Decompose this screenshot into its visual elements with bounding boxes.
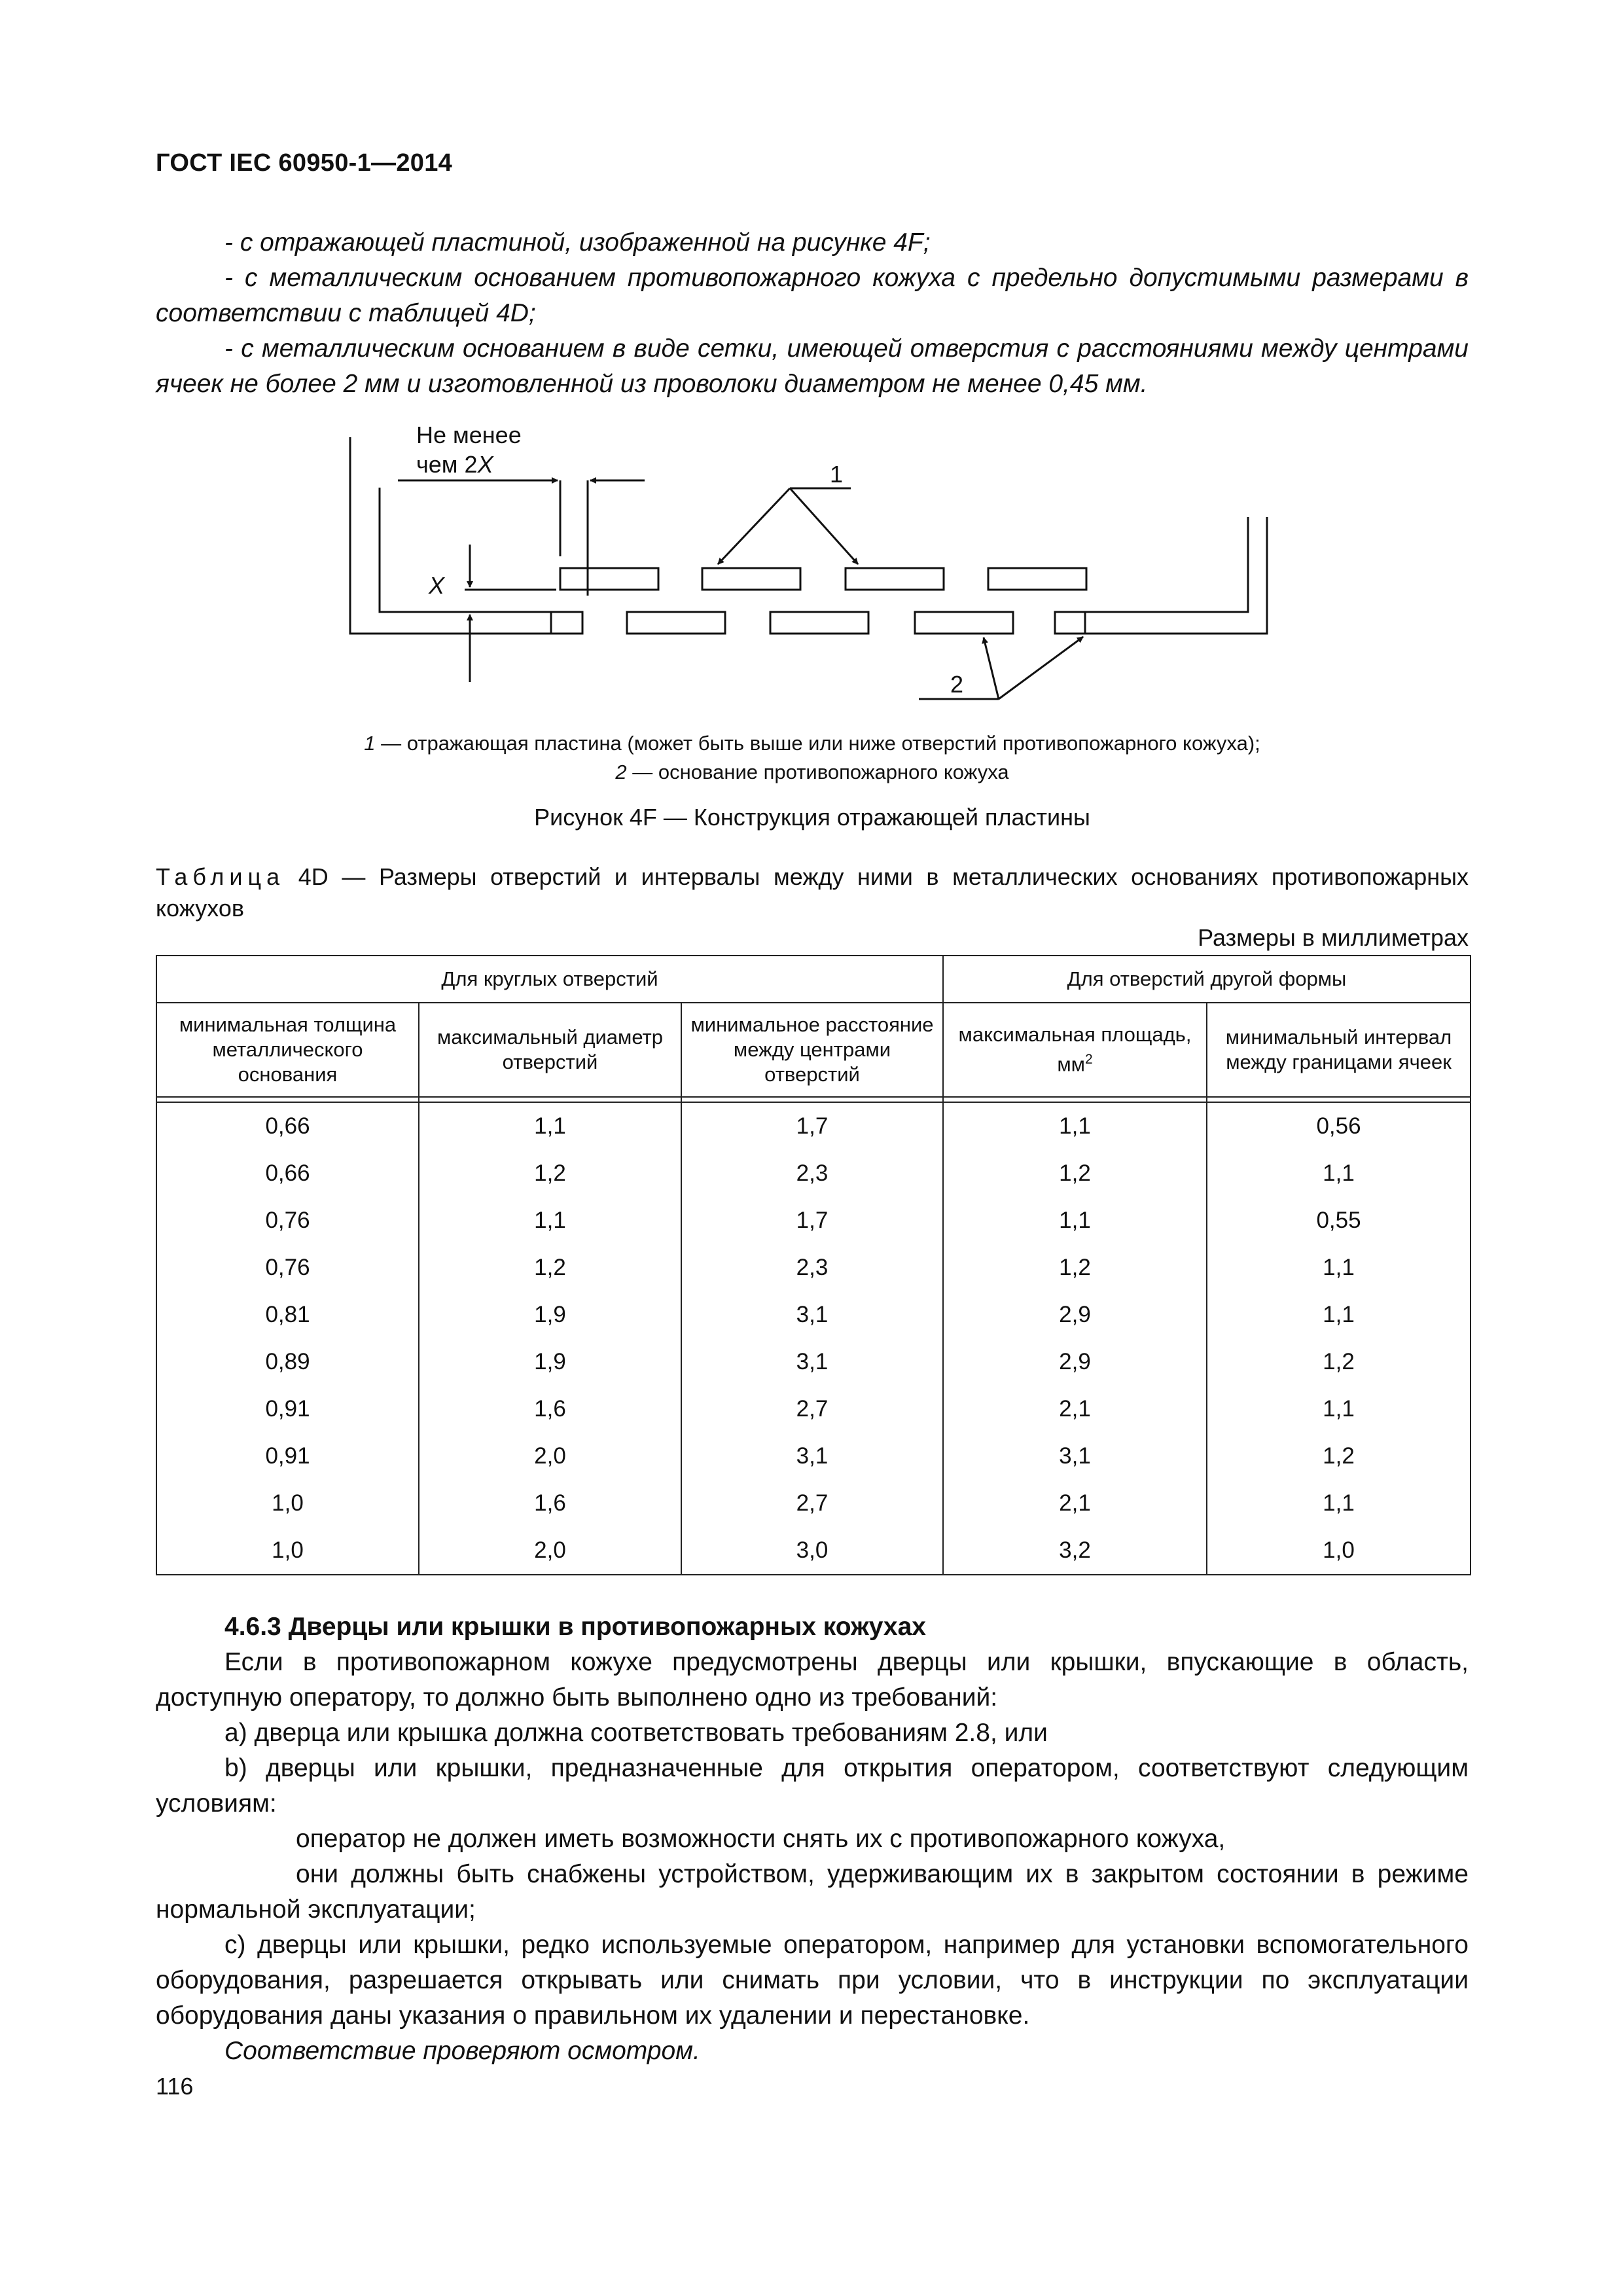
leader-2-a: [984, 637, 999, 699]
compliance-note: Соответствие проверяют осмотром.: [224, 2037, 700, 2065]
section-paragraph-1: Если в противопожарном кожухе предусмотрены дверцы или крышки, впускающие в область, доступную оператору, то должно быть выполнено одно из требований:: [156, 1648, 1469, 1712]
intro-item-2: - с металлическим основанием противопожарного кожуха с предельно допустимыми размерами в соответствии с таблицей 4D;: [156, 264, 1469, 327]
column-header: максимальная площадь, $мм^2$: [943, 1003, 1207, 1097]
table-title: Таблица 4D — Размеры отверстий и интервалы между ними в металлических основаниях противопожарных кожухов: [156, 863, 1469, 922]
enclosure-inner-wall-right: [1085, 517, 1248, 612]
table-row: 0,91 1,6 2,7 2,1 1,1: [156, 1386, 1471, 1433]
section-paragraph-6: с) дверцы или крышки, редко используемые оператором, например для установки вспомогательного оборудования, разрешается открывать или снимать при условии, что в инструкции по эксплуатации оборудования даны указания о правильном их удалении и перестановке.: [156, 1931, 1469, 2030]
table-row: 0,76 1,1 1,7 1,1 0,55: [156, 1197, 1471, 1244]
reflecting-plate: [846, 568, 944, 590]
reflecting-plate: [988, 568, 1086, 590]
figure-label-1: 1: [830, 461, 844, 488]
reflecting-plate: [702, 568, 800, 590]
base-segment: [551, 612, 582, 634]
table-row: 0,91 2,0 3,1 3,1 1,2: [156, 1433, 1471, 1480]
table-row: 1,0 2,0 3,0 3,2 1,0: [156, 1527, 1471, 1575]
table-row: 1,0 1,6 2,7 2,1 1,1: [156, 1480, 1471, 1527]
figure-caption: Рисунок 4F — Конструкция отражающей пластины: [534, 804, 1090, 831]
leader-1-a: [718, 488, 790, 564]
table-4d: [156, 955, 1471, 1575]
base-segment: [1055, 612, 1085, 634]
column-header: максимальный диаметр отверстий: [419, 1003, 681, 1097]
table-row: 0,89 1,9 3,1 2,9 1,2: [156, 1338, 1471, 1386]
base-segment: [915, 612, 1013, 634]
figure-label-x: X: [429, 572, 445, 599]
enclosure-inner-wall: [380, 488, 551, 612]
section-paragraph-4: оператор не должен иметь возможности снять их с противопожарного кожуха,: [296, 1825, 1226, 1853]
group-header-other: Для отверстий другой формы: [943, 956, 1471, 1003]
section-paragraph-2: а) дверца или крышка должна соответствовать требованиям 2.8, или: [224, 1719, 1048, 1747]
figure-label-min-2: чем 2X: [416, 451, 493, 478]
column-header: минимальная толщина металлического основания: [156, 1003, 419, 1097]
intro-item-3: - с металлическим основанием в виде сетки, имеющей отверстия с расстояниями между центрами ячеек не более 2 мм и изготовленной из проволоки диаметром не менее 0,45 мм.: [156, 334, 1469, 398]
figure-label-2: 2: [950, 671, 964, 698]
figure-legend-2: 2 — основание противопожарного кожуха: [615, 761, 1009, 783]
document-header: ГОСТ IEC 60950-1—2014: [156, 149, 453, 177]
table-units: Размеры в миллиметрах: [1198, 924, 1469, 951]
page-number: 116: [156, 2073, 194, 2100]
figure-legend-1: 1 — отражающая пластина (может быть выше или ниже отверстий противопожарного кожуха);: [364, 732, 1260, 755]
intro-item-1: - с отражающей пластиной, изображенной на рисунке 4F;: [224, 228, 931, 257]
leader-2-b: [999, 637, 1083, 699]
column-header: минимальное расстояние между центрами отверстий: [681, 1003, 943, 1097]
table-row: 0,76 1,2 2,3 1,2 1,1: [156, 1244, 1471, 1291]
section-paragraph-3: b) дверцы или крышки, предназначенные для открытия оператором, соответствуют следующим условиям:: [156, 1754, 1469, 1818]
base-segment: [627, 612, 725, 634]
section-heading: 4.6.3 Дверцы или крышки в противопожарных кожухах: [224, 1613, 926, 1641]
column-header: минимальный интервал между границами ячеек: [1207, 1003, 1471, 1097]
table-row: 0,81 1,9 3,1 2,9 1,1: [156, 1291, 1471, 1338]
table-row: 0,66 1,1 1,7 1,1 0,56: [156, 1102, 1471, 1150]
figure-label-min-1: Не менее: [416, 422, 522, 448]
leader-1-b: [790, 488, 858, 564]
figure-4f-diagram: [0, 393, 1623, 720]
base-segment: [770, 612, 868, 634]
reflecting-plate: [560, 568, 658, 590]
table-row: 0,66 1,2 2,3 1,2 1,1: [156, 1150, 1471, 1197]
group-header-round: Для круглых отверстий: [156, 956, 943, 1003]
section-paragraph-5: они должны быть снабжены устройством, удерживающим их в закрытом состоянии в режиме нормальной эксплуатации;: [156, 1860, 1469, 1924]
